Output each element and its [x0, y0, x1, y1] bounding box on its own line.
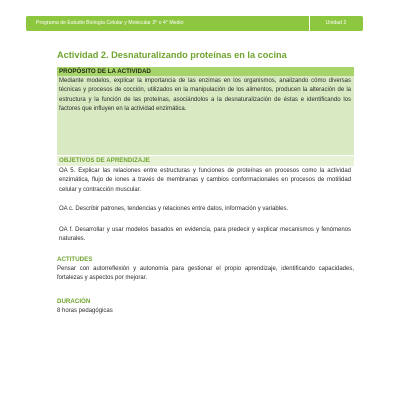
header-unit-label: Unidad 2: [325, 20, 347, 26]
activity-title: Actividad 2. Desnaturalizando proteínas en la cocina: [57, 50, 287, 60]
purpose-text: Mediante modelos, explicar la importancia de las enzimas en los organismos, analizando cómo diversas técnicas y procesos de cocción, utilizados en la manipulación de los alimentos, producen la alteración de la estructura y la función de las proteínas, asociándolos a la desnaturalización de éstas e identificando los factores que influyen en la actividad enzimática.: [59, 78, 351, 113]
objective-item-oa5: OA 5. Explicar las relaciones entre estructuras y funciones de proteínas en procesos como la actividad enzimática, flujo de iones a través de membranas y cambios conformacionales en procesos de motilidad celular y contracción muscular.: [59, 168, 351, 193]
objective-item-oac: OA c. Describir patrones, tendencias y relaciones entre datos, información y variables.: [59, 206, 289, 212]
objective-item-oaf: OA f. Desarrollar y usar modelos basados en evidencia, para predecir y explicar mecanismos y fenómenos naturales.: [59, 227, 351, 243]
duration-heading: DURACIÓN: [57, 298, 91, 305]
attitudes-heading: ACTITUDES: [57, 256, 93, 263]
purpose-heading: PROPÓSITO DE LA ACTIVIDAD: [59, 68, 151, 75]
header-divider: [309, 16, 310, 31]
attitudes-text: Pensar con autorreflexión y autonomía para gestionar el propio aprendizaje, identificando capacidades, fortalezas y aspectos por mejorar.: [57, 266, 354, 282]
objectives-heading: OBJETIVOS DE APRENDIZAJE: [59, 157, 150, 164]
header-program-title: Programa de Estudio Biología Celular y Molecular 3° o 4° Medio: [36, 20, 184, 26]
duration-text: 8 horas pedagógicas: [57, 308, 113, 314]
